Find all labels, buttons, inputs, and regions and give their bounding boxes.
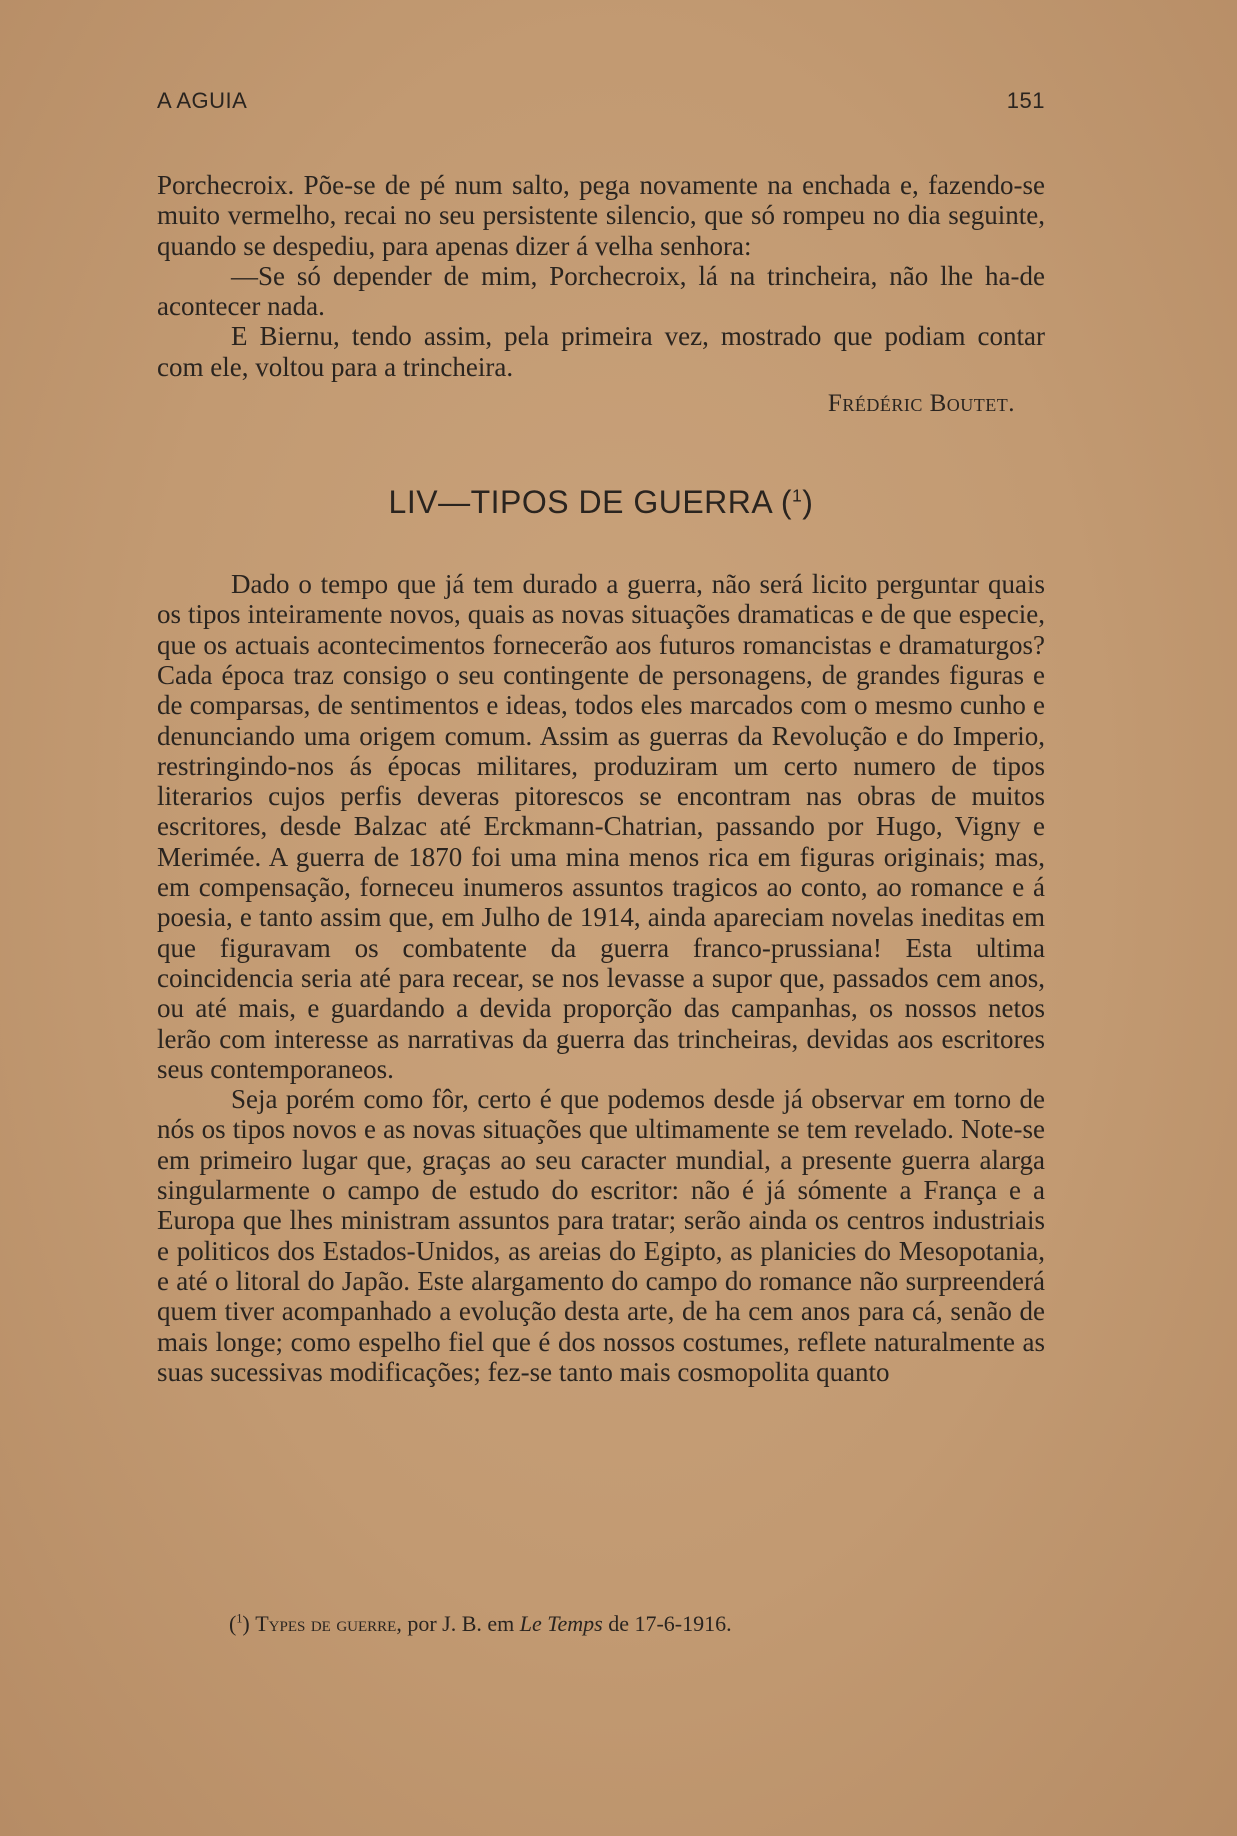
paragraph: —Se só depender de mim, Porchecroix, lá na trincheira, não lhe ha-de acontecer nada. (157, 260, 1045, 322)
section-heading: LIV—TIPOS DE GUERRA ($^1$) (388, 484, 814, 521)
section-heading-text: LIV—TIPOS DE GUERRA (388, 484, 772, 521)
footnote-title: Types de guerre (255, 1611, 397, 1636)
journal-title: A AGUIA (157, 88, 248, 113)
page-number: 151 (1006, 88, 1045, 113)
document-page (157, 0, 1045, 1836)
paragraph: E Biernu, tendo assim, pela primeira vez, mostrado que podiam contar com ele, voltou para a trincheira. (157, 321, 1045, 382)
article-body (157, 170, 1045, 1387)
footnote-marker: 1 (792, 485, 803, 506)
paragraph: Porchecroix. Põe-se de pé num salto, pega novamente na enchada e, fazendo-se muito vermelho, recai no seu persistente silencio, que só rompeu no dia seguinte, quando se despediu, para apenas dizer á velha senhora: (157, 170, 1045, 261)
author-signature: Frédéric Boutet. (827, 390, 1015, 418)
footnote-number: 1 (236, 1611, 243, 1626)
footnote-source: Le Temps (519, 1611, 603, 1636)
footnote: ($^1$) Types de guerre, por J. B. em Le Temps de 17-6-1916. (229, 1611, 732, 1636)
paragraph: Dado o tempo que já tem durado a guerra, não será licito perguntar quais os tipos inteiramente novos, quais as novas situações dramaticas e de que especie, que os actuais acontecimentos fornecerão aos futuros romancistas e dramaturgos? Cada época traz consigo o seu contingente de personagens, de grandes figuras e de comparsas, de sentimentos e ideas, todos eles marcados com o mesmo cunho e denunciando uma origem comum. Assim as guerras da Revolução e do Imperio, restringindo-nos ás épocas militares, produziram um certo numero de tipos literarios cujos perfis deveras pitorescos se encontram nas obras de muitos escritores, desde Balzac até Erckmann-Chatrian, passando por Hugo, Vigny e Merimée. A guerra de 1870 foi uma mina menos rica em figuras originais; mas, em compensação, forneceu inumeros assuntos tragicos ao conto, ao romance e á poesia, e tanto assim que, em Julho de 1914, ainda apareciam novelas ineditas em que figuravam os combatente da guerra franco-prussiana! Esta ultima coincidencia seria até para recear, se nos levasse a supor que, passados cem anos, ou até mais, e guardando a devida proporção das campanhas, os nossos netos lerão com interesse as narrativas da guerra das trincheiras, devidas aos escritores seus contemporaneos. (157, 569, 1045, 1084)
paragraph: Seja porém como fôr, certo é que podemos desde já observar em torno de nós os tipos novos e as novas situações que ultimamente se tem revelado. Note-se em primeiro lugar que, graças ao seu caracter mundial, a presente guerra alarga singularmente o campo de estudo do escritor: não é já sómente a França e a Europa que lhes ministram assuntos para tratar; serão ainda os centros industriais e politicos dos Estados-Unidos, as areias do Egipto, as planicies do Mesopotania, e até o litoral do Japão. Este alargamento do campo do romance não surpreenderá quem tiver acompanhado a evolução desta arte, de ha cem anos para cá, senão de mais longe; como espelho fiel que é dos nossos costumes, reflete naturalmente as suas sucessivas modificações; fez-se tanto mais cosmopolita quanto (157, 1084, 1045, 1387)
footnote-author: , por J. B. em (396, 1611, 520, 1636)
footnote-date: de 17-6-1916. (602, 1611, 732, 1636)
